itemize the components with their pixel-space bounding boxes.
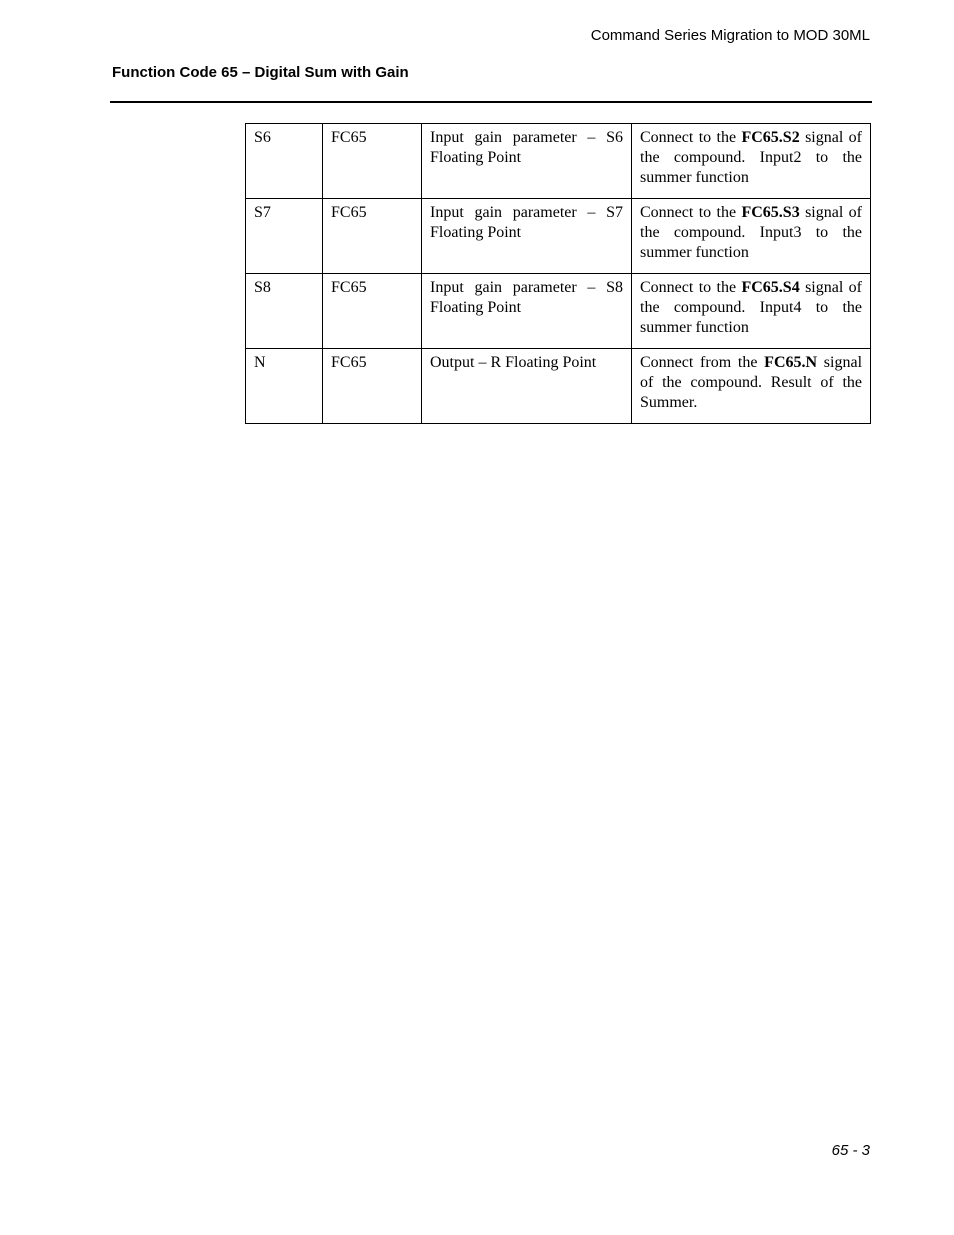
connection-prefix: Connect from the [640,354,765,371]
function-code-cell: FC65 [323,199,422,274]
connection-signal: FC65.S4 [741,279,800,296]
description-cell: Input gain parameter – S8 Floating Point [422,274,632,349]
function-code-cell: FC65 [323,349,422,424]
running-header-title: Command Series Migration to MOD 30ML [590,27,870,44]
parameter-table [245,123,871,424]
param-cell: S6 [246,124,323,199]
connection-prefix: Connect to the [640,279,742,296]
connection-cell [632,349,871,424]
connection-cell [632,274,871,349]
function-code-cell: FC65 [323,274,422,349]
table-row [246,124,871,199]
connection-suffix: signal of the compound. Input3 to the summer function [640,204,863,261]
connection-suffix: signal of the compound. Input4 to the summer function [640,279,863,336]
param-cell: N [246,349,323,424]
connection-signal: FC65.S3 [741,204,800,221]
connection-cell [632,124,871,199]
connection-suffix: signal of the compound. Result of the Summer. [640,354,863,411]
page-number: 65 - 3 [831,1142,870,1159]
connection-suffix: signal of the compound. Input2 to the summer function [640,129,863,186]
param-cell: S7 [246,199,323,274]
table-row [246,199,871,274]
connection-signal: FC65.S2 [741,129,800,146]
table-row [246,274,871,349]
param-cell: S8 [246,274,323,349]
connection-signal: FC65.N [764,354,818,371]
connection-prefix: Connect to the [640,204,742,221]
description-cell: Input gain parameter – S7 Floating Point [422,199,632,274]
connection-prefix: Connect to the [640,129,742,146]
connection-cell [632,199,871,274]
description-cell: Output – R Floating Point [422,349,632,424]
function-code-cell: FC65 [323,124,422,199]
section-title: Function Code 65 – Digital Sum with Gain [112,64,409,81]
table-row [246,349,871,424]
description-cell: Input gain parameter – S6 Floating Point [422,124,632,199]
header-divider [110,101,872,103]
